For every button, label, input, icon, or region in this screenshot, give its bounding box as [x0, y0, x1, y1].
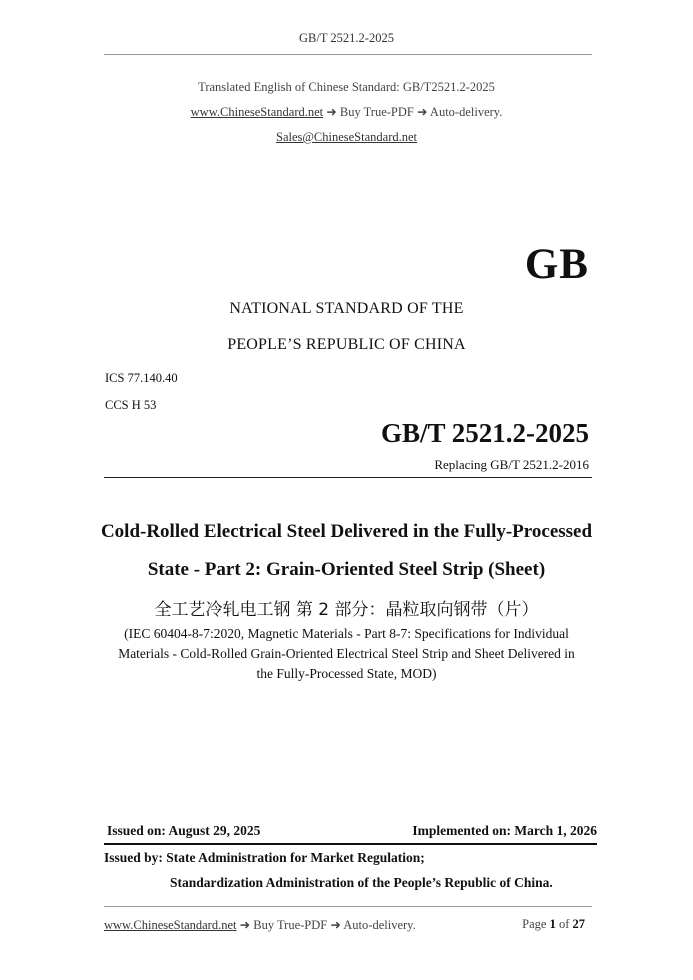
translation-note: Translated English of Chinese Standard: GB/T2521.2-2025	[198, 80, 495, 94]
title-line-2: State - Part 2: Grain-Oriented Steel Strip (Sheet)	[147, 559, 546, 580]
arrow-right-icon: ➜	[330, 918, 341, 932]
auto-delivery-text: Auto-delivery.	[429, 105, 503, 119]
page-total: 27	[572, 917, 585, 931]
issued-by-line-1: Issued by: State Administration for Market Regulation;	[104, 850, 425, 865]
footer-buy-text: Buy True-PDF	[253, 918, 328, 932]
arrow-right-icon: ➜	[417, 105, 428, 119]
implemented-on: Implemented on: March 1, 2026	[412, 823, 597, 838]
title-chinese: 全工艺冷轧电工钢 第 2 部分：晶粒取向钢带（片）	[154, 600, 539, 620]
ccs-code: CCS H 53	[105, 398, 157, 412]
gb-logo: GB	[524, 241, 589, 288]
buy-true-pdf-text: Buy True-PDF	[339, 105, 414, 119]
page-of: of	[558, 917, 570, 931]
iec-line-3: the Fully-Processed State, MOD)	[256, 666, 437, 681]
issued-on: Issued on: August 29, 2025	[107, 823, 261, 838]
title-line-1: Cold-Rolled Electrical Steel Delivered in the Fully-Processed	[100, 521, 593, 542]
sales-email-link[interactable]: Sales@ChineseStandard.net	[276, 130, 417, 144]
footer-site-link[interactable]: www.ChineseStandard.net	[104, 918, 237, 932]
iec-line-2: Materials - Cold-Rolled Grain-Oriented Electrical Steel Strip and Sheet Delivered in	[118, 646, 575, 661]
promo-line	[0, 104, 693, 120]
sales-line	[0, 130, 693, 145]
iec-line-1: (IEC 60404-8-7:2020, Magnetic Materials - Part 8-7: Specifications for Individual	[124, 626, 569, 641]
site-link[interactable]: www.ChineseStandard.net	[190, 105, 324, 119]
page-current: 1	[549, 917, 556, 931]
footer-promo	[104, 917, 416, 933]
arrow-right-icon: ➜	[326, 105, 337, 119]
page-indicator	[522, 917, 585, 932]
running-header: GB/T 2521.2-2025	[299, 31, 394, 45]
footer-divider	[104, 906, 592, 907]
standard-divider	[104, 477, 592, 478]
replacing-note: Replacing GB/T 2521.2-2016	[434, 457, 589, 472]
page-label: Page	[522, 917, 547, 931]
issued-divider	[104, 843, 597, 845]
national-standard-line-1: NATIONAL STANDARD OF THE	[229, 300, 464, 317]
header-divider	[104, 54, 592, 55]
ics-code: ICS 77.140.40	[105, 371, 178, 385]
national-standard-line-2: PEOPLE’S REPUBLIC OF CHINA	[227, 336, 466, 353]
arrow-right-icon: ➜	[239, 918, 251, 932]
iec-reference	[100, 624, 593, 684]
issued-by-line-2: Standardization Administration of the People’s Republic of China.	[170, 875, 553, 890]
footer-delivery-text: Auto-delivery.	[343, 918, 416, 932]
standard-number: GB/T 2521.2-2025	[380, 418, 589, 448]
